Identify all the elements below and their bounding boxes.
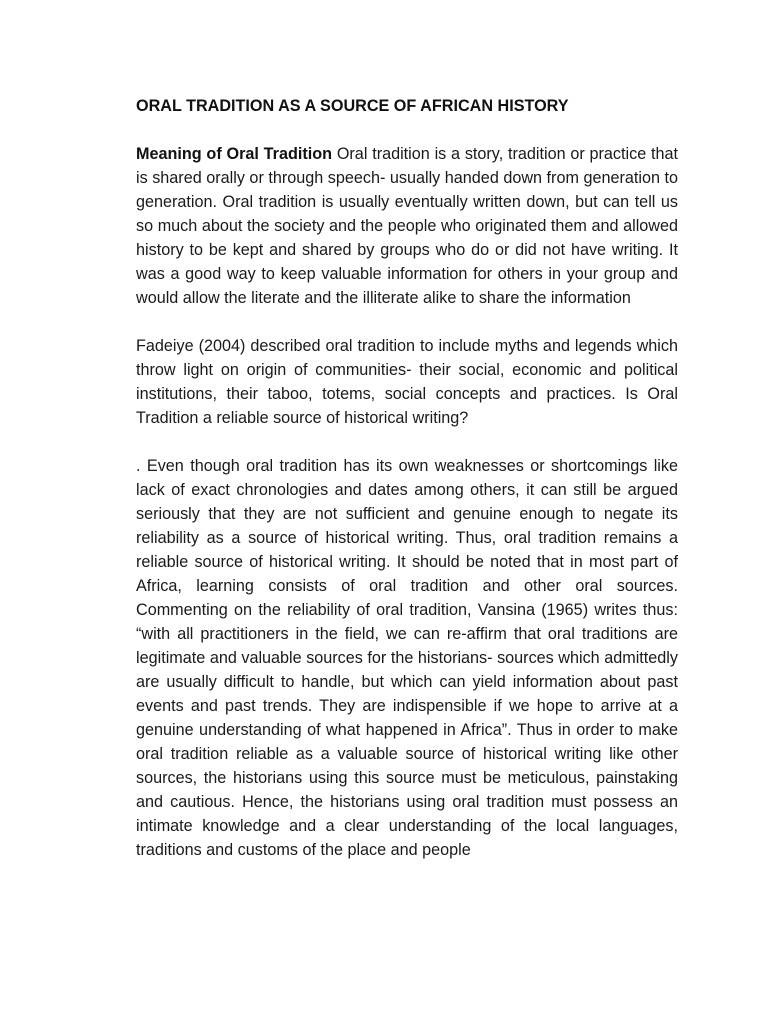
paragraph-heading: Meaning of Oral Tradition: [136, 145, 333, 163]
paragraph-text: Oral tradition is a story, tradition or practice that is shared orally or through speech- usually handed down from generation to generation. Oral tradition is usually eventually written down, but can tell us so much about the society and the people who originated them and allowed history to be kept and shared by groups who do or did not have writing. It was a good way to keep valuable information for others in your group and would allow the literate and the illiterate alike to share the information: [136, 145, 678, 307]
document-body: [136, 94, 678, 862]
paragraph-fadeiye: [136, 334, 678, 430]
document-title: ORAL TRADITION AS A SOURCE OF AFRICAN HISTORY: [136, 97, 569, 115]
paragraph-meaning: [136, 142, 678, 310]
paragraph-reliability: [136, 454, 678, 862]
paragraph-text: . Even though oral tradition has its own weaknesses or shortcomings like lack of exact chronologies and dates among others, it can still be argued seriously that they are not sufficient and genuine enough to negate its reliability as a source of historical writing. Thus, oral tradition remains a reliable source of historical writing. It should be noted that in most part of Africa, learning consists of oral tradition and other oral sources. Commenting on the reliability of oral tradition, Vansina (1965) writes thus: “with all practitioners in the field, we can re-affirm that oral traditions are legitimate and valuable sources for the historians- sources which admittedly are usually difficult to handle, but which can yield information about past events and past trends. They are indispensible if we hope to arrive at a genuine understanding of what happened in Africa”. Thus in order to make oral tradition reliable as a valuable source of historical writing like other sources, the historians using this source must be meticulous, painstaking and cautious. Hence, the historians using oral tradition must possess an intimate knowledge and a clear understanding of the local languages, traditions and customs of the place and people: [136, 457, 678, 859]
paragraph-text: Fadeiye (2004) described oral tradition to include myths and legends which throw light on origin of communities- their social, economic and political institutions, their taboo, totems, social concepts and practices. Is Oral Tradition a reliable source of historical writing?: [136, 337, 678, 427]
